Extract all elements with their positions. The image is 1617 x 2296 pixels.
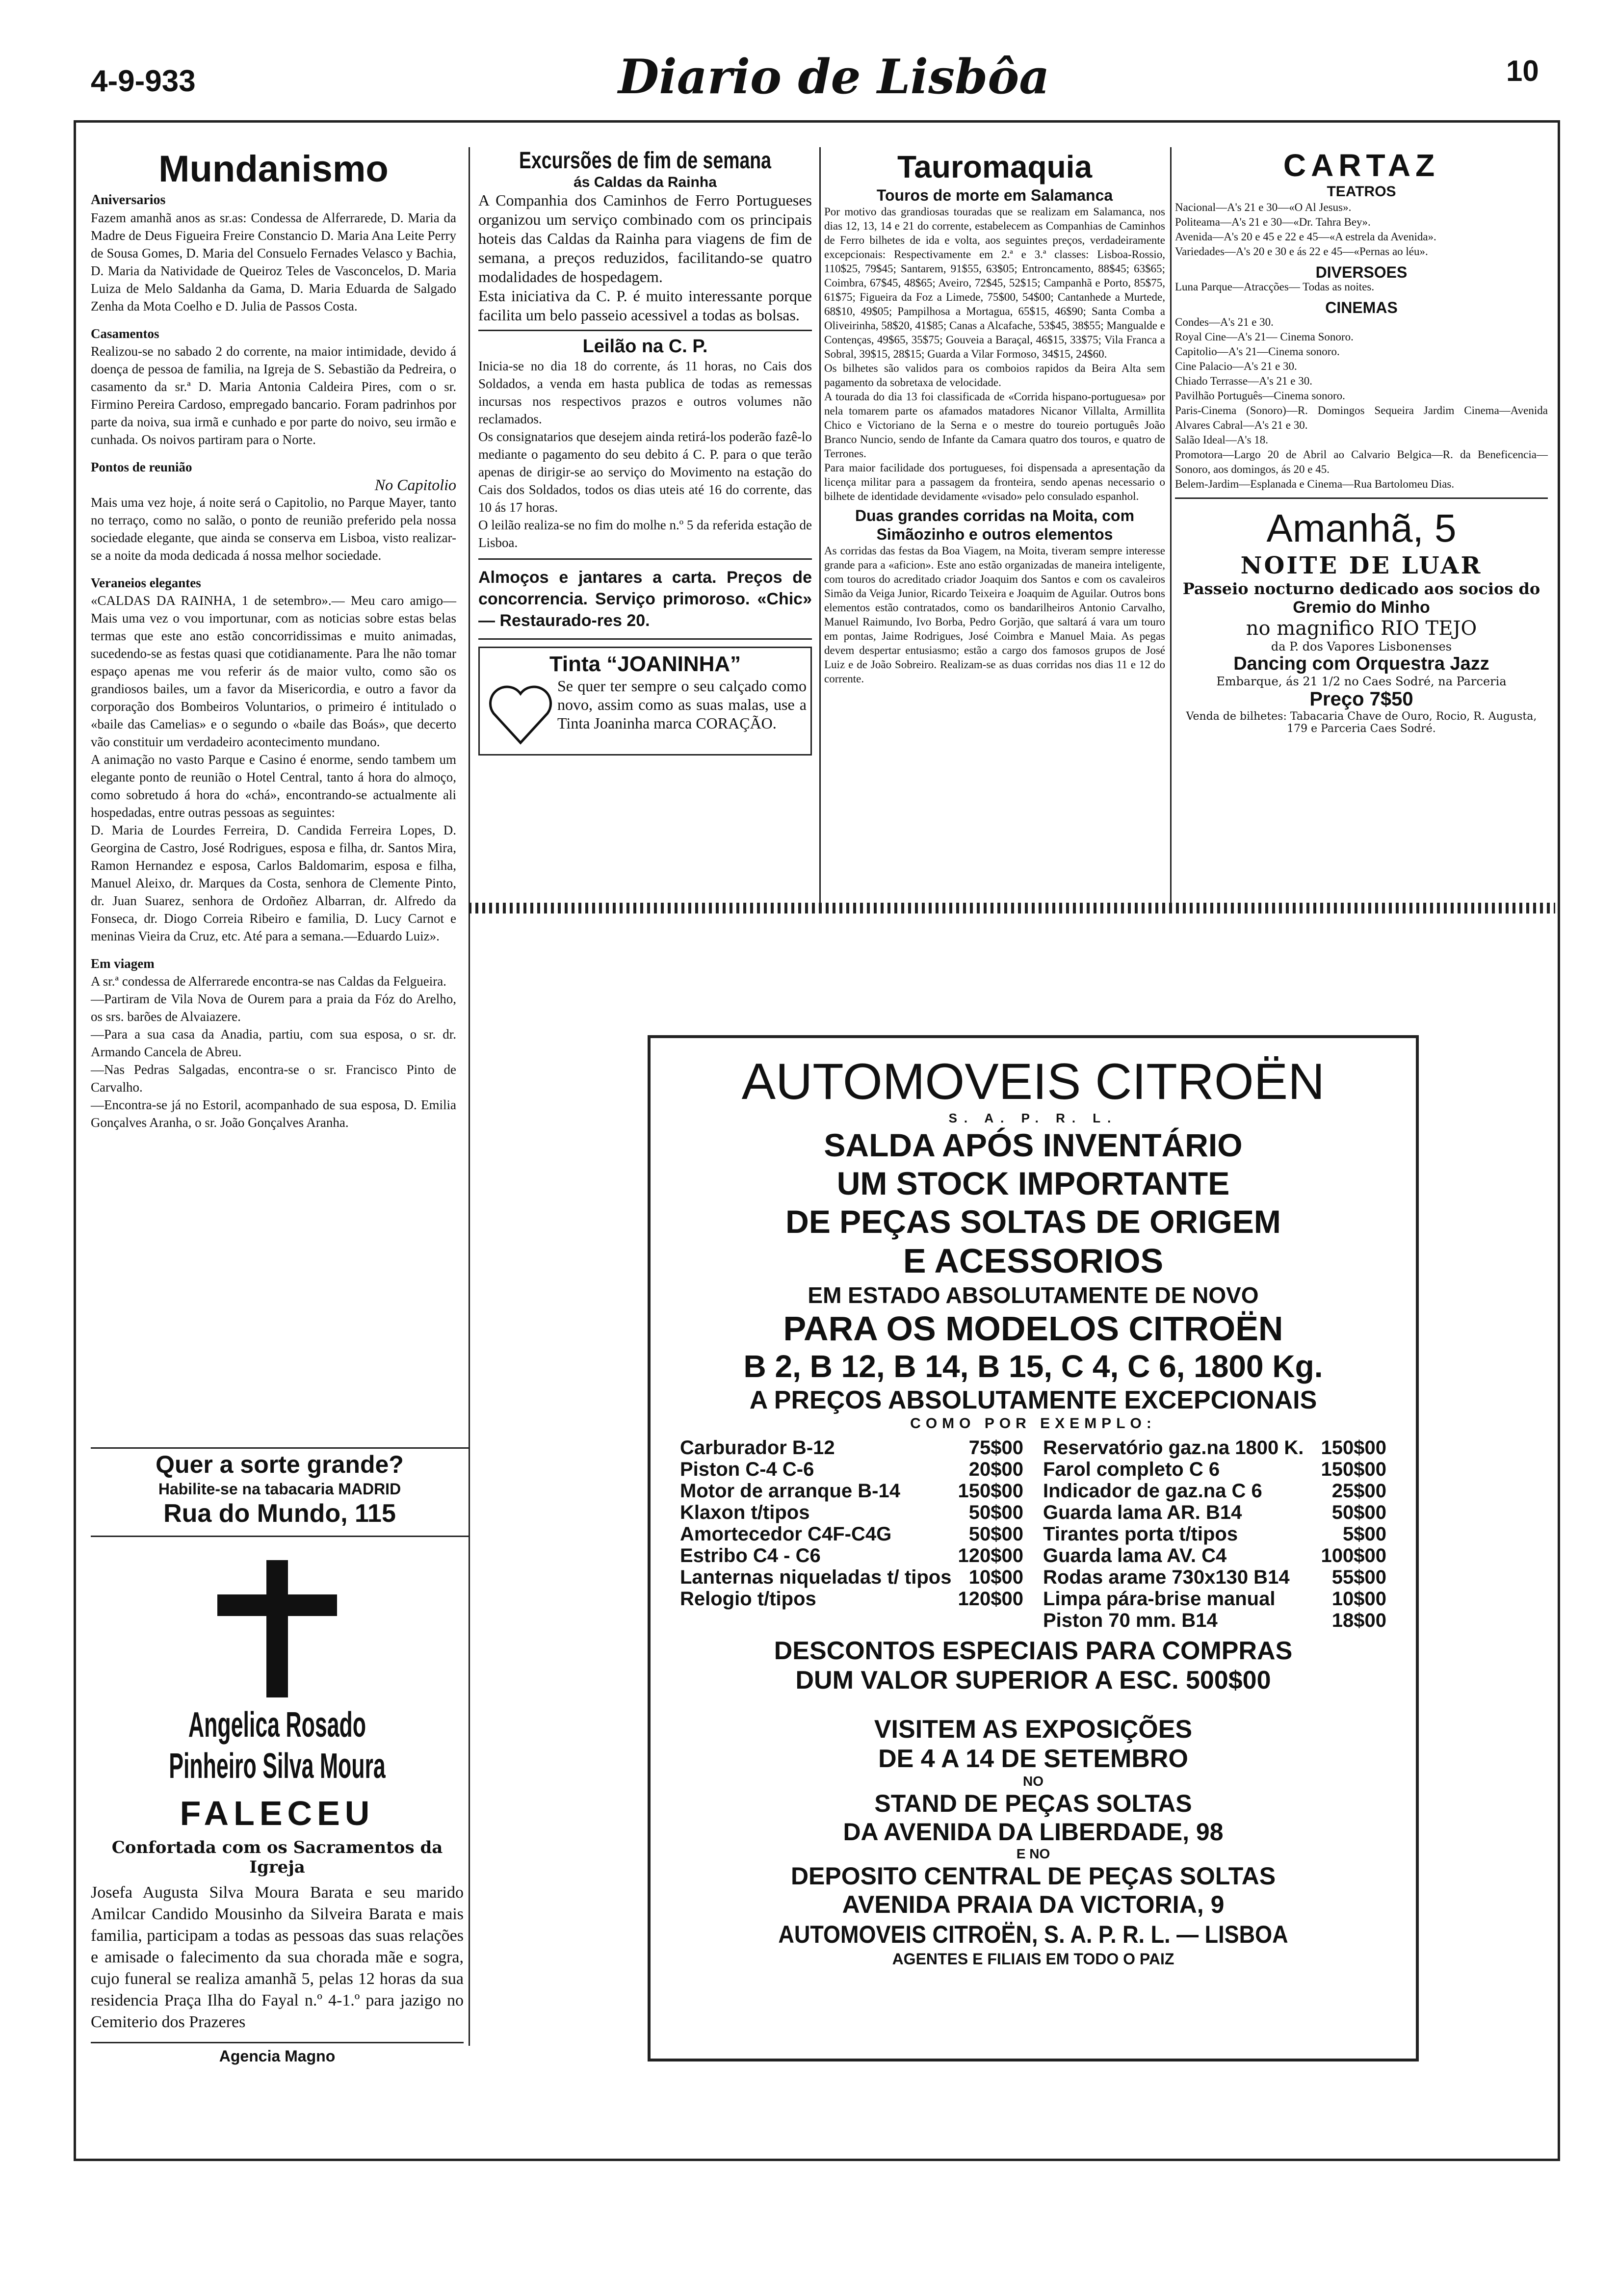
citroen-l5: DE PEÇAS SOLTAS DE ORIGEM [785, 1203, 1281, 1240]
part-row [1043, 1523, 1386, 1545]
citroen-l23: AGENTES E FILIAIS EM TODO O PAIZ [892, 1950, 1174, 1968]
teatro-4: Variedades—A's 20 e 30 e ás 22 e 45—«Pernas ao léu». [1175, 245, 1428, 258]
part-row [680, 1480, 1023, 1502]
amanha-l1: Amanhã, 5 [1266, 506, 1457, 550]
excursoes-column [478, 147, 812, 756]
part-row [680, 1588, 1023, 1610]
teatro-1: Nacional—A's 21 e 30—«O Al Jesus». [1175, 201, 1352, 213]
part-row [680, 1545, 1023, 1566]
cartaz-column [1175, 147, 1548, 735]
citroen-l14: VISITEM AS EXPOSIÇÕES [874, 1715, 1193, 1744]
part-row [1043, 1437, 1386, 1459]
amanha-l7: Dancing com Orquestra Jazz [1233, 653, 1489, 674]
almocos-ad: Almoços e jantares a carta. Preços de concorrencia. Serviço primoroso. «Chic» — Restaurado-res 20. [478, 568, 812, 630]
part-price: 150$00 [1321, 1459, 1386, 1480]
faleceu: FALECEU [180, 1794, 375, 1832]
veraneios-text-2: A animação no vasto Parque e Casino é enorme, sendo tambem um elegante ponto de reunião o Hotel Central, tanto á hora do almoço, como sobretudo á hora do «chá», encontrando-se actualmente ali hospedadas, entre outras pessoas as seguintes: [91, 752, 456, 820]
citroen-l7: EM ESTADO ABSOLUTAMENTE DE NOVO [808, 1282, 1259, 1308]
amanha-l5: no magnifico RIO TEJO [1246, 617, 1477, 640]
citroen-l13: DUM VALOR SUPERIOR A ESC. 500$00 [795, 1666, 1271, 1695]
agencia: Agencia Magno [219, 2047, 336, 2065]
part-price: 20$00 [968, 1459, 1023, 1480]
sorte-ad [91, 1452, 469, 1526]
cross-icon [91, 1540, 464, 1702]
part-row [680, 1566, 1023, 1588]
leilao-title: Leilão na C. P. [582, 336, 708, 357]
aniversarios-text: Fazem amanhã anos as sr.as: Condessa de Alferrarede, D. Maria da Madre de Deus Figueira Freire Constancio D. Maria Ana Leite Perry de Sousa Gomes, D. Maria del Consuelo Fernades Velasco y Bachia, D. Maria da Natividade de Queiroz Teles de Vasconcelos, D. Maria Luiza de Melo Saldanha da Gama, D. Maria Eduarda de Salgado Zenha da Mota Coelho e D. Julia de Passos Costa. [91, 210, 456, 313]
veraneios-text-1: «CALDAS DA RAINHA, 1 de setembro».— Meu caro amigo—Mais uma vez o vou importunar, com as noticias sobre estas belas termas que este ano estão concorridissimas e muito animadas, sucedendo-se as festas quasi que cotidianamente. Para lhe não tomar espaço apenas me vou referir ás de maior vulto, como são os grandiosos bailes, um a favor da Misericordia, e outro a favor da corporação dos Bombeiros Voluntarios, o primeiro é intitulado o «baile das Camelias» e o segundo o «baile das Boás», que decerto vão constituir um verdadeiro acontecimento mundano. [91, 593, 456, 749]
sorte-line-2: Habilite-se na tabacaria MADRID [158, 1480, 401, 1498]
citroen-l20: DEPOSITO CENTRAL DE PEÇAS SOLTAS [790, 1862, 1276, 1890]
tinta-text: Se quer ter sempre o seu calçado como novo, assim como as suas malas, use a Tinta Joaninha marca CORAÇÃO. [557, 677, 807, 732]
page-number: 10 [1506, 54, 1539, 87]
citroen-l8: PARA OS MODELOS CITROËN [783, 1309, 1283, 1348]
viagem-text-5: —Encontra-se já no Estoril, acompanhado de sua esposa, D. Emilia Gonçalves Aranha, o sr. João Gonçalves Aranha. [91, 1097, 456, 1130]
part-name: Carburador B-12 [680, 1437, 835, 1459]
citroen-ad [648, 1035, 1419, 2061]
tauromaquia-text-2: Os bilhetes são validos para os comboios rapidos da Beira Alta sem pagamento da sobretaxa de velocidade. [824, 362, 1165, 389]
tauromaquia-text: Por motivo das grandiosas touradas que se realizam em Salamanca, nos dias 12, 13, 14 e 21 do corrente, estabelecem as Companhias de Caminhos de Ferro bilhetes de ida e volta, aos seguintes preços, verdadeiramente excepcionais: Respectivamente em 2.ª e 3.ª classes: Lisboa-Rossio, 110$25, 79$45; Santarem, 91$55, 63$05; Entroncamento, 88$45; 63$65; Coimbra, 67$45, 48$65; Aveiro, 72$45, 52$15; Campanhã e Porto, 85$75, 61$75; Figueira da Foz a Limede, 75$00, 54$00; Cantanhede a Murtede, 68$10, 49$05; Pampilhosa a Mortagua, 65$15, 46$90; Santa Comba a Oliveirinha, 58$20, 41$85; Canas a Alcafache, 53$45, 38$55; Mangualde e Contenças, 49$65, 35$75; Gouveia a Baraçal, 46$15, 33$75; Vila Franca a Sobral, 39$15, 28$15; Guarda a Vilar Formoso, 34$15, 24$60. [824, 206, 1165, 360]
part-row [680, 1502, 1023, 1523]
part-price: 120$00 [958, 1588, 1023, 1610]
citroen-l21: AVENIDA PRAIA DA VICTORIA, 9 [842, 1891, 1225, 1918]
cinema-2: Royal Cine—A's 21— Cinema Sonoro. [1175, 331, 1354, 343]
part-price: 100$00 [1321, 1545, 1386, 1566]
part-name: Guarda lama AV. C4 [1043, 1545, 1227, 1566]
amanha-l4: Gremio do Minho [1293, 598, 1430, 617]
heart-icon [484, 677, 557, 750]
part-name: Estribo C4 - C6 [680, 1545, 821, 1566]
amanha-l2: NOITE DE LUAR [1240, 552, 1483, 579]
cinema-3: Capitolio—A's 21—Cinema sonoro. [1175, 345, 1340, 358]
rule [91, 1536, 469, 1537]
excursoes-text: A Companhia dos Caminhos de Ferro Portugueses organizou um serviço combinado com os principais hoteis das Caldas da Rainha para viagens de fim de semana, a preços reduzidos, facilitando-se quatro modalidades de hospedagem. [478, 191, 812, 286]
citroen-l11: COMO POR EXEMPLO: [910, 1415, 1156, 1432]
part-row [680, 1459, 1023, 1480]
tauromaquia-text-3: A tourada do dia 13 foi classificada de «Corrida hispano-portuguesa» por nela tomarem parte os afamados matadores Nicanor Villalta, Armillita Chico e Victoriano de la Serna e o mestre do toureio português João Branco Nuncio, sendo de Infante da Camara quatro dos touros, e quatro de Terrones. [824, 391, 1165, 460]
tauromaquia-title: Tauromaquia [897, 149, 1093, 184]
tauromaquia-text-5: As corridas das festas da Boa Viagem, na Moita, tiveram sempre interesse grande para a «aficion». Este ano estão organizadas de maneira inteligente, com touros do acreditado criador Joaquim dos Santos e com os cavaleiros Simão da Veiga Junior, Ricardo Teixeira e Joaquim de Aguilar. Outros bons elementos estão contratados, como os bandarilheiros Antonio Carvalho, Manuel Raimundo, Ivo Borba, Pedro Gorjão, que saltará á vara um touro em pontas, Jaime Rodrigues, José Coimbra e Manuel Maia. As pegas devem despertar entusiasmo; estão a cargo dos famosos grupos de José Luiz e de João Sobreiro. Realizam-se as duas corridas nos dias 11 e 12 do corrente. [824, 545, 1165, 685]
cartaz-title: CARTAZ [1283, 148, 1440, 183]
part-row [1043, 1610, 1386, 1631]
citroen-l12: DESCONTOS ESPECIAIS PARA COMPRAS [774, 1637, 1293, 1665]
part-name: Piston C-4 C-6 [680, 1459, 814, 1480]
diversoes-head: DIVERSOES [1315, 263, 1408, 281]
amanha-l9: Preço 7$50 [1309, 688, 1413, 710]
part-row [1043, 1545, 1386, 1566]
part-price: 18$00 [1331, 1610, 1386, 1631]
part-name: Lanternas niqueladas t/ tipos [680, 1566, 952, 1588]
amanha-l6: da P. dos Vapores Lisbonenses [1271, 640, 1452, 653]
cinemas-head: CINEMAS [1325, 299, 1398, 316]
newspaper-title: Diario de Lisbôa [618, 49, 1050, 104]
citroen-l6: E ACESSORIOS [903, 1242, 1164, 1280]
excursoes-title: Excursões de fim de semana [519, 148, 771, 174]
casamentos-head: Casamentos [91, 326, 159, 341]
cinema-4: Cine Palacio—A's 21 e 30. [1175, 360, 1297, 372]
part-name: Motor de arranque B-14 [680, 1480, 900, 1502]
dotted-rule [469, 903, 1555, 913]
obituary-text: Josefa Augusta Silva Moura Barata e seu marido Amilcar Candido Mousinho da Silveira Barata e mais familia, participam a todas as pessoas das suas relações e amisade o falecimento da sua chorada mãe e sogra, cujo funeral se realiza amanhã 5, pelas 12 horas da sua residencia Praça Ilha do Fayal n.º 4-1.º para jazigo no Cemiterio dos Prazeres [91, 1883, 464, 2031]
column-rule [819, 147, 821, 903]
cinema-1: Condes—A's 21 e 30. [1175, 316, 1274, 328]
part-row [680, 1437, 1023, 1459]
citroen-l10: A PREÇOS ABSOLUTAMENTE EXCEPCIONAIS [749, 1386, 1317, 1414]
part-price: 55$00 [1331, 1566, 1386, 1588]
leilao-text: Inicia-se no dia 18 do corrente, ás 11 horas, no Cais dos Soldados, a venda em hasta publica de todas as remessas incursas nos respectivos prazos e outros volumes não reclamados. [478, 359, 812, 426]
tinta-ad [478, 647, 812, 756]
citroen-l1: AUTOMOVEIS CITROËN [741, 1053, 1325, 1110]
part-row [1043, 1502, 1386, 1523]
part-name: Piston 70 mm. B14 [1043, 1610, 1218, 1631]
part-name: Tirantes porta t/tipos [1043, 1523, 1238, 1545]
viagem-head: Em viagem [91, 956, 155, 971]
cinema-10: Belem-Jardim—Esplanada e Cinema—Rua Bartolomeu Dias. [1175, 478, 1455, 490]
citroen-l2: S. A. P. R. L. [948, 1111, 1118, 1125]
mundanismo-title: Mundanismo [158, 148, 389, 190]
citroen-l22: AUTOMOVEIS CITROËN, S. A. P. R. L. — LISBOA [778, 1921, 1288, 1948]
aniversarios-head: Aniversarios [91, 192, 166, 208]
part-price: 150$00 [958, 1480, 1023, 1502]
citroen-l15: DE 4 A 14 DE SETEMBRO [878, 1745, 1188, 1773]
part-name: Limpa pára-brise manual [1043, 1588, 1276, 1610]
citroen-l9: B 2, B 12, B 14, B 15, C 4, C 6, 1800 Kg. [743, 1349, 1323, 1384]
part-price: 10$00 [1331, 1588, 1386, 1610]
sorte-line-1: Quer a sorte grande? [156, 1451, 404, 1478]
parts-list-right [1043, 1437, 1386, 1631]
part-row [1043, 1459, 1386, 1480]
cinema-8: Salão Ideal—A's 18. [1175, 434, 1269, 446]
casamentos-text: Realizou-se no sabado 2 do corrente, na maior intimidade, devido á doença de pessoa de familia, na Igreja de S. Sebastião da Pedreira, o casamento da sr.ª D. Maria Antonia Caldeira Pires, com o sr. Firmino Pereira Cardoso, empregado bancario. Foram padrinhos por parte da noiva, sua irmã e cunhado e por parte do noivo, seu irmão e cunhada. Os noivos partiram para o Norte. [91, 344, 456, 447]
pontos-head: Pontos de reunião [91, 460, 192, 474]
part-row [680, 1523, 1023, 1545]
amanha-l8: Embarque, ás 21 1/2 no Caes Sodré, na Parceria [1216, 675, 1507, 688]
sorte-line-3: Rua do Mundo, 115 [163, 1499, 396, 1528]
part-price: 75$00 [968, 1437, 1023, 1459]
mundanismo-column [91, 147, 456, 1131]
part-name: Reservatório gaz.na 1800 K. [1043, 1437, 1304, 1459]
viagem-text-1: A sr.ª condessa de Alferrarede encontra-se nas Caldas da Felgueira. [91, 974, 446, 989]
part-name: Relogio t/tipos [680, 1588, 816, 1610]
amanha-l10: Venda de bilhetes: Tabacaria Chave de Ouro, Rocio, R. Augusta, 179 e Parceria Caes Sodré. [1186, 710, 1537, 735]
part-price: 150$00 [1321, 1437, 1386, 1459]
teatro-3: Avenida—A's 20 e 45 e 22 e 45—«A estrela da Avenida». [1175, 231, 1436, 243]
citroen-l4: UM STOCK IMPORTANTE [836, 1165, 1230, 1201]
part-name: Klaxon t/tipos [680, 1502, 810, 1523]
leilao-text-2: Os consignatarios que desejem ainda retirá-los poderão fazê-lo mediante o pagamento do seu debito á C. P. para o que terão apenas de dirigir-se ao serviço do Movimento na estação do Cais dos Soldados, todos os dias uteis até 16 do corrente, das 10 ás 17 horas. [478, 429, 812, 515]
part-price: 50$00 [968, 1523, 1023, 1545]
cinema-5: Chiado Terrasse—A's 21 e 30. [1175, 375, 1312, 387]
citroen-l16: NO [1023, 1774, 1043, 1789]
veraneios-text-3: D. Maria de Lourdes Ferreira, D. Candida Ferreira Lopes, D. Georgina de Castro, José Rodrigues, esposa e filha, dr. Santos Mira, Ramon Hernandez e esposa, Carlos Baldomarim, esposa e filha, Manuel Aleixo, dr. Marques da Costa, senhora de Clemente Pinto, dr. Juan Suarez, senhora de Ordoñez Albarran, dr. Alfredo da Fonseca, dr. Diogo Correia Ribeiro e familia, D. Lucy Carnot e meninas Vieira da Cruz, etc. Até para a semana.—Eduardo Luiz». [91, 823, 456, 943]
rule [91, 1447, 469, 1449]
cinema-7: Paris-Cinema (Sonoro)—R. Domingos Sequeira Jardim Cinema—Avenida Alvares Cabral—A's 21 e 30. [1175, 404, 1548, 431]
part-row [1043, 1480, 1386, 1502]
viagem-text-3: —Para a sua casa da Anadia, partiu, com sua esposa, o sr. dr. Armando Cancela de Abreu. [91, 1027, 456, 1059]
viagem-text-4: —Nas Pedras Salgadas, encontra-se o sr. Francisco Pinto de Carvalho. [91, 1062, 456, 1095]
part-price: 5$00 [1343, 1523, 1386, 1545]
part-name: Guarda lama AR. B14 [1043, 1502, 1242, 1523]
part-price: 120$00 [958, 1545, 1023, 1566]
tauromaquia-sub: Touros de morte em Salamanca [876, 186, 1113, 204]
citroen-l18: DA AVENIDA DA LIBERDADE, 98 [843, 1818, 1224, 1846]
part-name: Indicador de gaz.na C 6 [1043, 1480, 1262, 1502]
tauromaquia-sub-2: Duas grandes corridas na Moita, com Simãozinho e outros elementos [855, 507, 1135, 543]
column-rule [1170, 147, 1172, 903]
pontos-text: Mais uma vez hoje, á noite será o Capitolio, no Parque Mayer, tanto no terraço, como no salão, o ponto de reunião preferido pela nossa sociedade elegante, que ainda se conserva em Lisboa, visto realizar-se a noite da moda dedicada á nossa melhor sociedade. [91, 495, 456, 563]
excursoes-text-2: Esta iniciativa da C. P. é muito interessante porque facilita um belo passeio acessivel a todas as bolsas. [478, 287, 812, 324]
part-price: 50$00 [968, 1502, 1023, 1523]
part-row [1043, 1588, 1386, 1610]
part-name: Rodas arame 730x130 B14 [1043, 1566, 1290, 1588]
issue-date: 4-9-933 [91, 64, 196, 98]
part-price: 25$00 [1331, 1480, 1386, 1502]
parts-list-left [680, 1437, 1023, 1631]
tauromaquia-column [824, 147, 1165, 686]
part-row [1043, 1566, 1386, 1588]
excursoes-sub: ás Caldas da Rainha [574, 174, 717, 190]
part-price: 10$00 [968, 1566, 1023, 1588]
citroen-l3: SALDA APÓS INVENTÁRIO [824, 1127, 1243, 1163]
viagem-text-2: —Partiram de Vila Nova de Ourem para a praia da Fóz do Arelho, os srs. barões de Alvaiazere. [91, 991, 456, 1024]
leilao-text-3: O leilão realiza-se no fim do molhe n.º 5 da referida estação de Lisboa. [478, 518, 812, 550]
part-name: Farol completo C 6 [1043, 1459, 1220, 1480]
teatros-head: TEATROS [1327, 183, 1396, 200]
cinema-6: Pavilhão Português—Cinema sonoro. [1175, 390, 1345, 402]
citroen-l17: STAND DE PEÇAS SOLTAS [874, 1790, 1192, 1817]
conforto: Confortada com os Sacramentos da Igreja [111, 1838, 443, 1877]
column-rule [469, 147, 470, 2046]
amanha-l3: Passeio nocturno dedicado aos socios do [1182, 579, 1540, 598]
deceased-name: Angelica Rosado Pinheiro Silva Moura [169, 1705, 386, 1786]
tinta-title: Tinta “JOANINHA” [549, 652, 741, 676]
citroen-l19: E NO [1016, 1846, 1050, 1861]
obituary [91, 1540, 464, 2065]
amanha-ad [1175, 505, 1548, 735]
part-price: 50$00 [1331, 1502, 1386, 1523]
tauromaquia-text-4: Para maior facilidade dos portugueses, foi dispensada a apresentação da licença militar para a passagem da fronteira, sendo apenas necessario o bilhete de identidade devidamente «visado» pelo consulado espanhol. [824, 462, 1165, 502]
part-name: Amortecedor C4F-C4G [680, 1523, 892, 1545]
cinema-9: Promotora—Largo 20 de Abril ao Calvario Belgica—R. da Beneficencia—Sonoro, aos domingos, ás 20 e 45. [1175, 448, 1548, 475]
veraneios-head: Veraneios elegantes [91, 575, 201, 590]
diversao-1: Luna Parque—Atracções— Todas as noites. [1175, 281, 1375, 293]
pontos-sub: No Capitolio [374, 476, 456, 494]
teatro-2: Politeama—A's 21 e 30—«Dr. Tahra Bey». [1175, 216, 1371, 228]
